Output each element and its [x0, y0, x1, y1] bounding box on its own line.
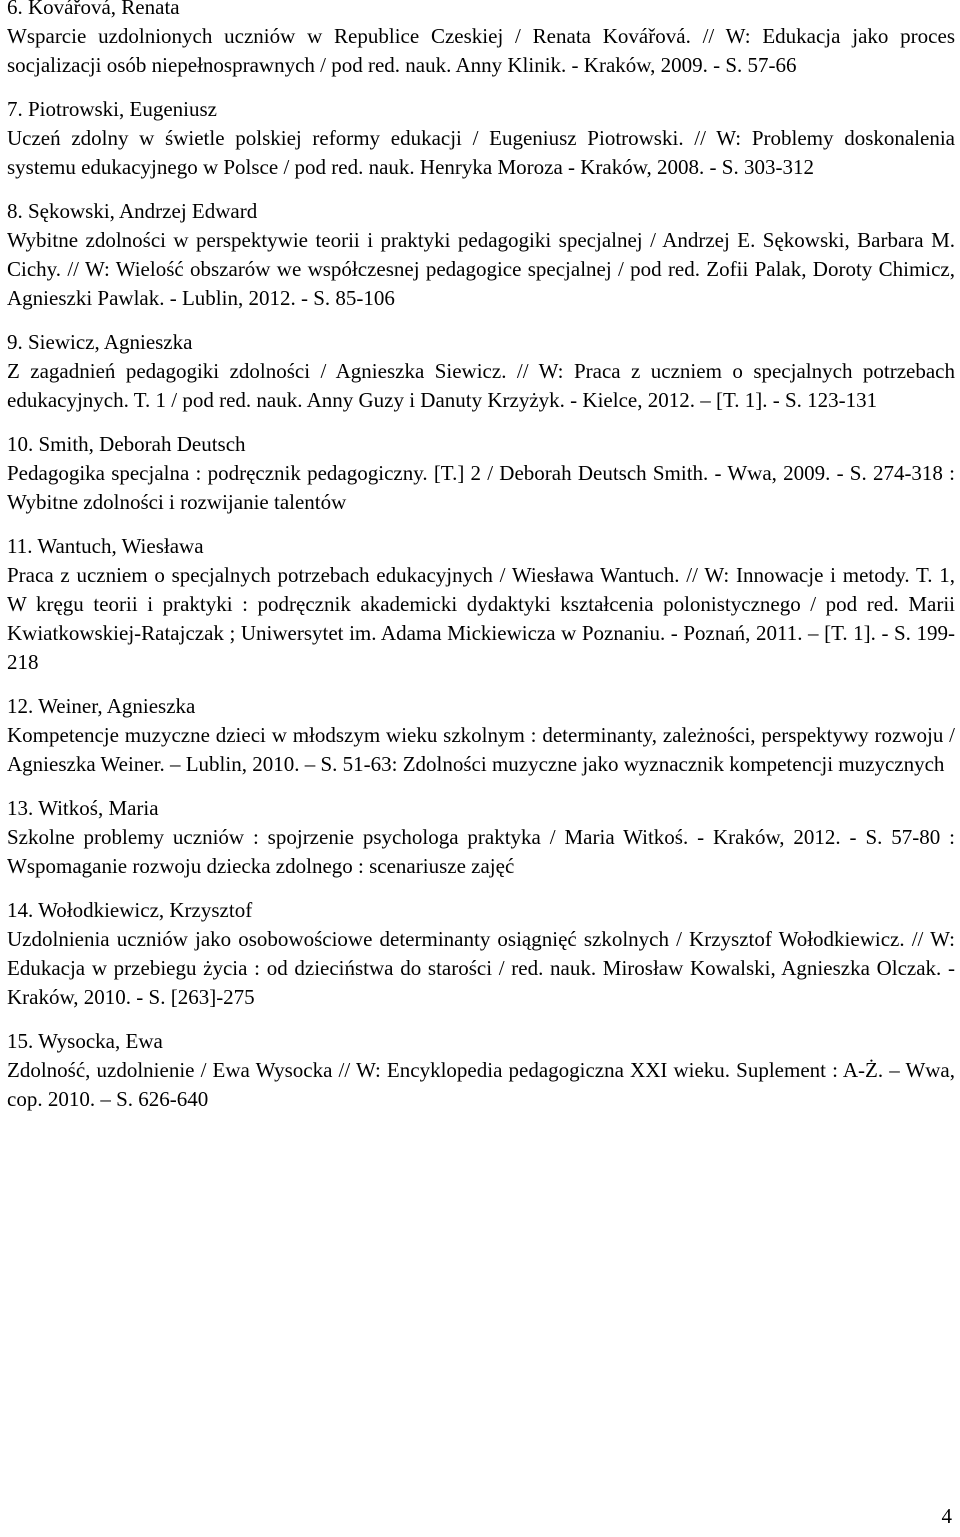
- bibliography-entry-13: [7, 794, 955, 881]
- bibliography-page: [7, 0, 955, 1129]
- entry-description: Zdolność, uzdolnienie / Ewa Wysocka // W: Encyklopedia pedagogiczna XXI wieku. Suplement : A-Ż. – Wwa, cop. 2010. – S. 626-640: [7, 1058, 955, 1111]
- bibliography-entry-7: [7, 95, 955, 182]
- bibliography-entry-12: [7, 692, 955, 779]
- entry-heading: 10. Smith, Deborah Deutsch: [7, 432, 246, 456]
- bibliography-entry-8: [7, 197, 955, 313]
- entry-heading: 8. Sękowski, Andrzej Edward: [7, 199, 258, 223]
- entry-description: Pedagogika specjalna : podręcznik pedagogiczny. [T.] 2 / Deborah Deutsch Smith. - Wwa, 2009. - S. 274-318 : Wybitne zdolności i rozwijanie talentów: [7, 461, 955, 514]
- bibliography-entry-9: [7, 328, 955, 415]
- entry-description: Wsparcie uzdolnionych uczniów w Republice Czeskiej / Renata Kovářová. // W: Edukacja jako proces socjalizacji osób niepełnosprawnych / pod red. nauk. Anny Klinik. - Kraków, 2009. - S. 57-66: [7, 24, 955, 77]
- entry-heading: 9. Siewicz, Agnieszka: [7, 330, 193, 354]
- entry-description: Szkolne problemy uczniów : spojrzenie psychologa praktyka / Maria Witkoś. - Kraków, 2012. - S. 57-80 : Wspomaganie rozwoju dziecka zdolnego : scenariusze zajęć: [7, 825, 955, 878]
- bibliography-entry-10: [7, 430, 955, 517]
- entry-description: Z zagadnień pedagogiki zdolności / Agnieszka Siewicz. // W: Praca z uczniem o specjalnych potrzebach edukacyjnych. T. 1 / pod red. nauk. Anny Guzy i Danuty Krzyżyk. - Kielce, 2012. – [T. 1]. - S. 123-131: [7, 359, 955, 412]
- entry-heading: 11. Wantuch, Wiesława: [7, 534, 204, 558]
- entry-heading: 7. Piotrowski, Eugeniusz: [7, 97, 217, 121]
- entry-heading: 13. Witkoś, Maria: [7, 796, 159, 820]
- bibliography-entry-6: [7, 0, 955, 80]
- entry-description: Uzdolnienia uczniów jako osobowościowe determinanty osiągnięć szkolnych / Krzysztof Wołodkiewicz. // W: Edukacja w przebiegu życia : od dzieciństwa do starości / red. nauk. Mirosław Kowalski, Agnieszka Olczak. - Kraków, 2010. - S. [263]-275: [7, 927, 955, 1009]
- bibliography-entry-15: [7, 1027, 955, 1114]
- entry-description: Wybitne zdolności w perspektywie teorii i praktyki pedagogiki specjalnej / Andrzej E. Sękowski, Barbara M. Cichy. // W: Wielość obszarów we współczesnej pedagogice specjalnej / pod red. Zofii Palak, Doroty Chimicz, Agnieszki Pawlak. - Lublin, 2012. - S. 85-106: [7, 228, 955, 310]
- entry-description: Uczeń zdolny w świetle polskiej reformy edukacji / Eugeniusz Piotrowski. // W: Problemy doskonalenia systemu edukacyjnego w Polsce / pod red. nauk. Henryka Moroza - Kraków, 2008. - S. 303-312: [7, 126, 955, 179]
- entry-heading: 15. Wysocka, Ewa: [7, 1029, 163, 1053]
- bibliography-entry-14: [7, 896, 955, 1012]
- page-number: 4: [941, 1504, 952, 1528]
- entry-description: Praca z uczniem o specjalnych potrzebach edukacyjnych / Wiesława Wantuch. // W: Innowacje i metody. T. 1, W kręgu teorii i praktyki : podręcznik akademicki dydaktyki kształcenia polonistycznego / pod red. Marii Kwiatkowskiej-Ratajczak ; Uniwersytet im. Adama Mickiewicza w Poznaniu. - Poznań, 2011. – [T. 1]. - S. 199-218: [7, 563, 955, 674]
- entry-description: Kompetencje muzyczne dzieci w młodszym wieku szkolnym : determinanty, zależności, perspektywy rozwoju / Agnieszka Weiner. – Lublin, 2010. – S. 51-63: Zdolności muzyczne jako wyznacznik kompetencji muzycznych: [7, 723, 955, 776]
- entry-heading: 12. Weiner, Agnieszka: [7, 694, 196, 718]
- entry-heading: 14. Wołodkiewicz, Krzysztof: [7, 898, 253, 922]
- entry-heading: 6. Kovářová, Renata: [7, 0, 180, 19]
- bibliography-entry-11: [7, 532, 955, 677]
